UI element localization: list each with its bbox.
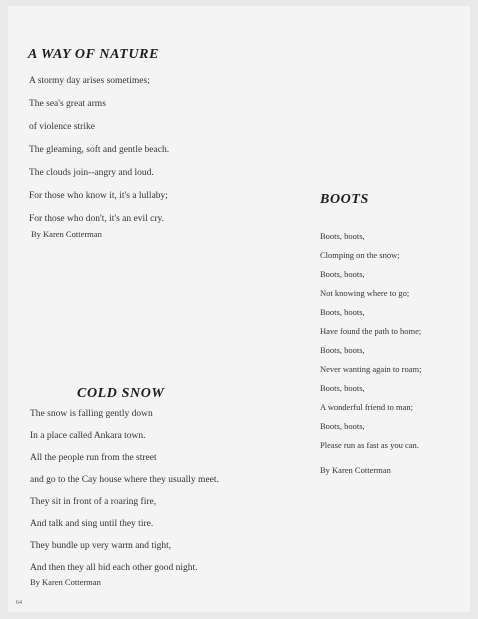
- poem-byline: By Karen Cotterman: [31, 229, 102, 239]
- page-number: 64: [16, 600, 22, 606]
- poem-title: COLD SNOW: [77, 386, 165, 401]
- poem-lines: [29, 75, 169, 225]
- poem-line: Have found the path to home;: [320, 326, 422, 336]
- poem-line: A wonderful friend to man;: [320, 402, 414, 412]
- poem-line: And talk and sing until they tire.: [30, 519, 154, 529]
- poem-lines: [320, 230, 422, 451]
- poem-title: A WAY OF NATURE: [28, 47, 160, 62]
- poem-title: BOOTS: [320, 192, 369, 207]
- poem-line: For those who know it, it's a lullaby;: [29, 191, 168, 201]
- poem-line: The sea's great arms: [29, 99, 106, 109]
- poem-line: They bundle up very warm and tight,: [30, 541, 172, 551]
- poem-lines: [30, 408, 219, 574]
- poem-line: A stormy day arises sometimes;: [29, 76, 150, 86]
- poem-line: The gleaming, soft and gentle beach.: [29, 145, 170, 155]
- poem-line: For those who don't, it's an evil cry.: [29, 214, 164, 224]
- poem-line: They sit in front of a roaring fire,: [30, 497, 157, 507]
- poem-line: Boots, boots,: [320, 421, 365, 431]
- poem-line: and go to the Cay house where they usually meet.: [30, 475, 219, 485]
- poem-byline: By Karen Cotterman: [320, 465, 391, 475]
- poem-line: Clomping on the snow;: [320, 250, 400, 260]
- poem-line: Boots, boots,: [320, 269, 365, 279]
- poem-line: Boots, boots,: [320, 345, 365, 355]
- poem-line: And then they all bid each other good night.: [30, 563, 198, 573]
- poem-line: The clouds join--angry and loud.: [29, 168, 154, 178]
- poem-line: In a place called Ankara town.: [30, 431, 146, 441]
- poem-line: The snow is falling gently down: [30, 409, 153, 419]
- poem-line: Boots, boots,: [320, 307, 365, 317]
- poem-byline: By Karen Cotterman: [30, 577, 101, 587]
- poem-line: Not knowing where to go;: [320, 288, 410, 298]
- poem-line: of violence strike: [29, 122, 95, 132]
- poem-line: Boots, boots,: [320, 383, 365, 393]
- poem-line: Please run as fast as you can.: [320, 440, 419, 450]
- poem-line: All the people run from the street: [30, 453, 157, 463]
- poem-line: Never wanting again to roam;: [320, 364, 422, 374]
- poem-line: Boots, boots,: [320, 231, 365, 241]
